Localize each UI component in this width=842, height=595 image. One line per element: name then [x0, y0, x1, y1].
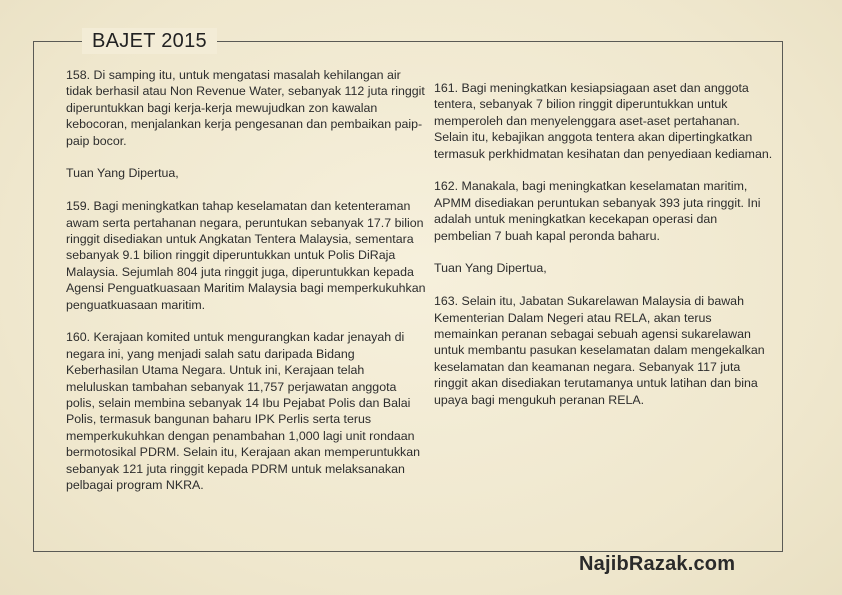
paragraph-163: 163. Selain itu, Jabatan Sukarelawan Malaysia di bawah Kementerian Dalam Negeri atau RELA, akan terus memainkan peranan sebagai sebuah agensi sukarelawan untuk membantu pasukan keselamatan dalam mengekalkan keselamatan dan keamanan negara. Sebanyak 117 juta ringgit akan disediakan terutamanya untuk latihan dan bina upaya bagi mengukuh peranan RELA. — [434, 294, 765, 407]
paragraph-162: 162. Manakala, bagi meningkatkan keselamatan maritim, APMM disediakan peruntukan sebanyak 393 juta ringgit. Ini adalah untuk meningkatkan kecekapan operasi dan pembelian 7 buah kapal peronda baharu. — [434, 179, 761, 243]
right-column — [434, 80, 774, 424]
page-title: BAJET 2015 — [82, 28, 217, 54]
brand-watermark: NajibRazak.com — [579, 553, 736, 575]
salutation: Tuan Yang Dipertua, — [66, 166, 179, 181]
paragraph-159: 159. Bagi meningkatkan tahap keselamatan dan ketenteraman awam serta pertahanan negara, peruntukan sebanyak 17.7 bilion ringgit disediakan untuk Angkatan Tentera Malaysia, sementara sebanyak 9.1 bilion ringgit diperuntukkan untuk Polis DiRaja Malaysia. Sejumlah 804 juta ringgit juga, diperuntukkan kepada Agensi Penguatkuasaan Maritim Malaysia bagi memperkukuhkan penguatkuasaan maritim. — [66, 199, 426, 312]
salutation: Tuan Yang Dipertua, — [434, 261, 547, 276]
paragraph-160: 160. Kerajaan komited untuk mengurangkan kadar jenayah di negara ini, yang menjadi salah satu daripada Bidang Keberhasilan Utama Negara. Untuk ini, Kerajaan telah meluluskan tambahan sebanyak 11,757 perjawatan anggota polis, selain membina sebanyak 14 Ibu Pejabat Polis dan Balai Polis, termasuk bangunan baharu IPK Perlis serta terus memperkukuhkan dengan penambahan 1,000 lagi unit rondaan bermotosikal PDRM. Selain itu, Kerajaan akan memperuntukkan sebanyak 121 juta ringgit kepada PDRM untuk melaksanakan pelbagai program NKRA. — [66, 330, 420, 493]
paragraph-161: 161. Bagi meningkatkan kesiapsiagaan aset dan anggota tentera, sebanyak 7 bilion ringgit diperuntukkan untuk memperoleh dan menyelenggara aset-aset pertahanan. Selain itu, kebajikan anggota tentera akan dipertingkatkan termasuk perkhidmatan kesihatan dan penyediaan kediaman. — [434, 81, 773, 161]
paragraph-158: 158. Di samping itu, untuk mengatasi masalah kehilangan air tidak berhasil atau Non Revenue Water, sebanyak 112 juta ringgit diperuntukkan bagi kerja-kerja mewujudkan zon kawalan kebocoran, menjalankan kerja pengesanan dan pembaikan paip-paip bocor. — [66, 68, 425, 148]
left-column — [66, 67, 426, 510]
